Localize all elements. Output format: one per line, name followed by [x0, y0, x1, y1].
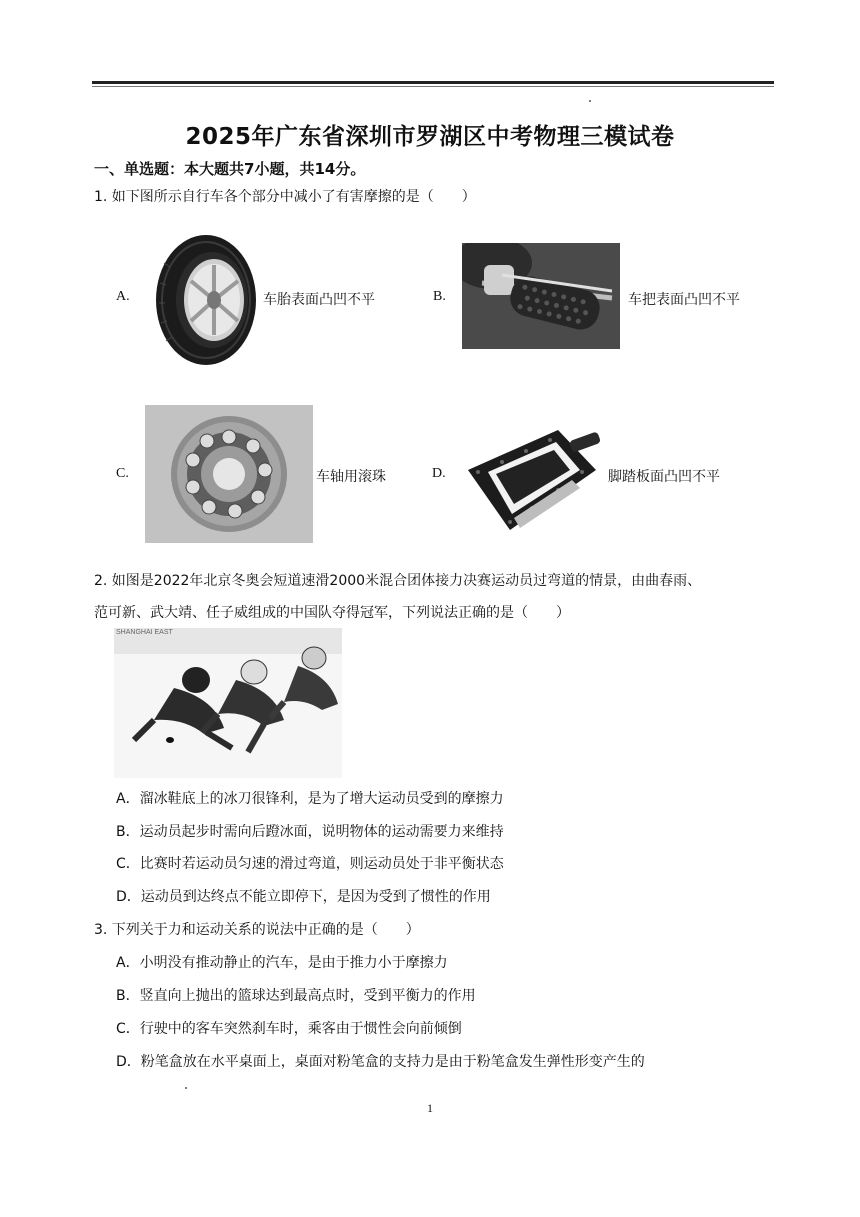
q3-option-d: D．粉笔盒放在水平桌面上，桌面对粉笔盒的支持力是由于粉笔盒发生弹性形变产生的: [116, 1054, 645, 1070]
page-number: 1: [427, 1101, 433, 1115]
page-title: 2025年广东省深圳市罗湖区中考物理三模试卷: [185, 124, 675, 150]
q1-option-c-label: C.: [116, 466, 129, 481]
header-rule: [92, 81, 774, 84]
q1-option-b-label: B.: [433, 289, 446, 304]
q1-option-a-label: A.: [116, 289, 130, 304]
q2-option-d: D．运动员到达终点不能立即停下，是因为受到了惯性的作用: [116, 889, 491, 905]
q3-option-b: B．竖直向上抛出的篮球达到最高点时，受到平衡力的作用: [116, 988, 476, 1004]
section-heading: 一、单选题：本大题共7小题，共14分。: [94, 160, 366, 178]
header-rule-thin: [92, 86, 774, 87]
q1-option-b-text: 车把表面凸凹不平: [628, 292, 740, 308]
q3-option-a: A．小明没有推动静止的汽车，是由于推力小于摩擦力: [116, 955, 448, 971]
question-3-stem: 3. 下列关于力和运动关系的说法中正确的是（ ）: [94, 922, 420, 938]
speed-skating-image: [114, 628, 342, 778]
question-1-stem: 1. 如下图所示自行车各个部分中减小了有害摩擦的是（ ）: [94, 189, 476, 205]
q3-option-c: C．行驶中的客车突然刹车时，乘客由于惯性会向前倾倒: [116, 1021, 462, 1037]
q1-option-d-label: D.: [432, 466, 446, 481]
arena-banner-text: SHANGHAI EAST: [116, 629, 173, 636]
speck: [185, 1087, 187, 1089]
question-2-stem-line1: 2. 如图是2022年北京冬奥会短道速滑2000米混合团体接力决赛运动员过弯道的情景，由曲春雨、: [94, 573, 702, 589]
q1-option-a-text: 车胎表面凸凹不平: [263, 292, 375, 308]
q2-option-b: B．运动员起步时需向后蹬冰面，说明物体的运动需要力来维持: [116, 824, 504, 840]
handlebar-image: [462, 243, 620, 349]
q2-option-c: C．比赛时若运动员匀速的滑过弯道，则运动员处于非平衡状态: [116, 856, 504, 872]
q1-option-c-text: 车轴用滚珠: [316, 469, 386, 485]
tire-image: [154, 233, 258, 367]
q2-option-a: A．溜冰鞋底上的冰刀很锋利，是为了增大运动员受到的摩擦力: [116, 791, 504, 807]
q1-option-d-text: 脚踏板面凸凹不平: [608, 469, 720, 485]
pedal-image: [462, 418, 604, 540]
speck: [589, 100, 591, 102]
question-2-stem-line2: 范可新、武大靖、任子威组成的中国队夺得冠军，下列说法正确的是（ ）: [94, 605, 570, 621]
bearing-image: [145, 405, 313, 543]
